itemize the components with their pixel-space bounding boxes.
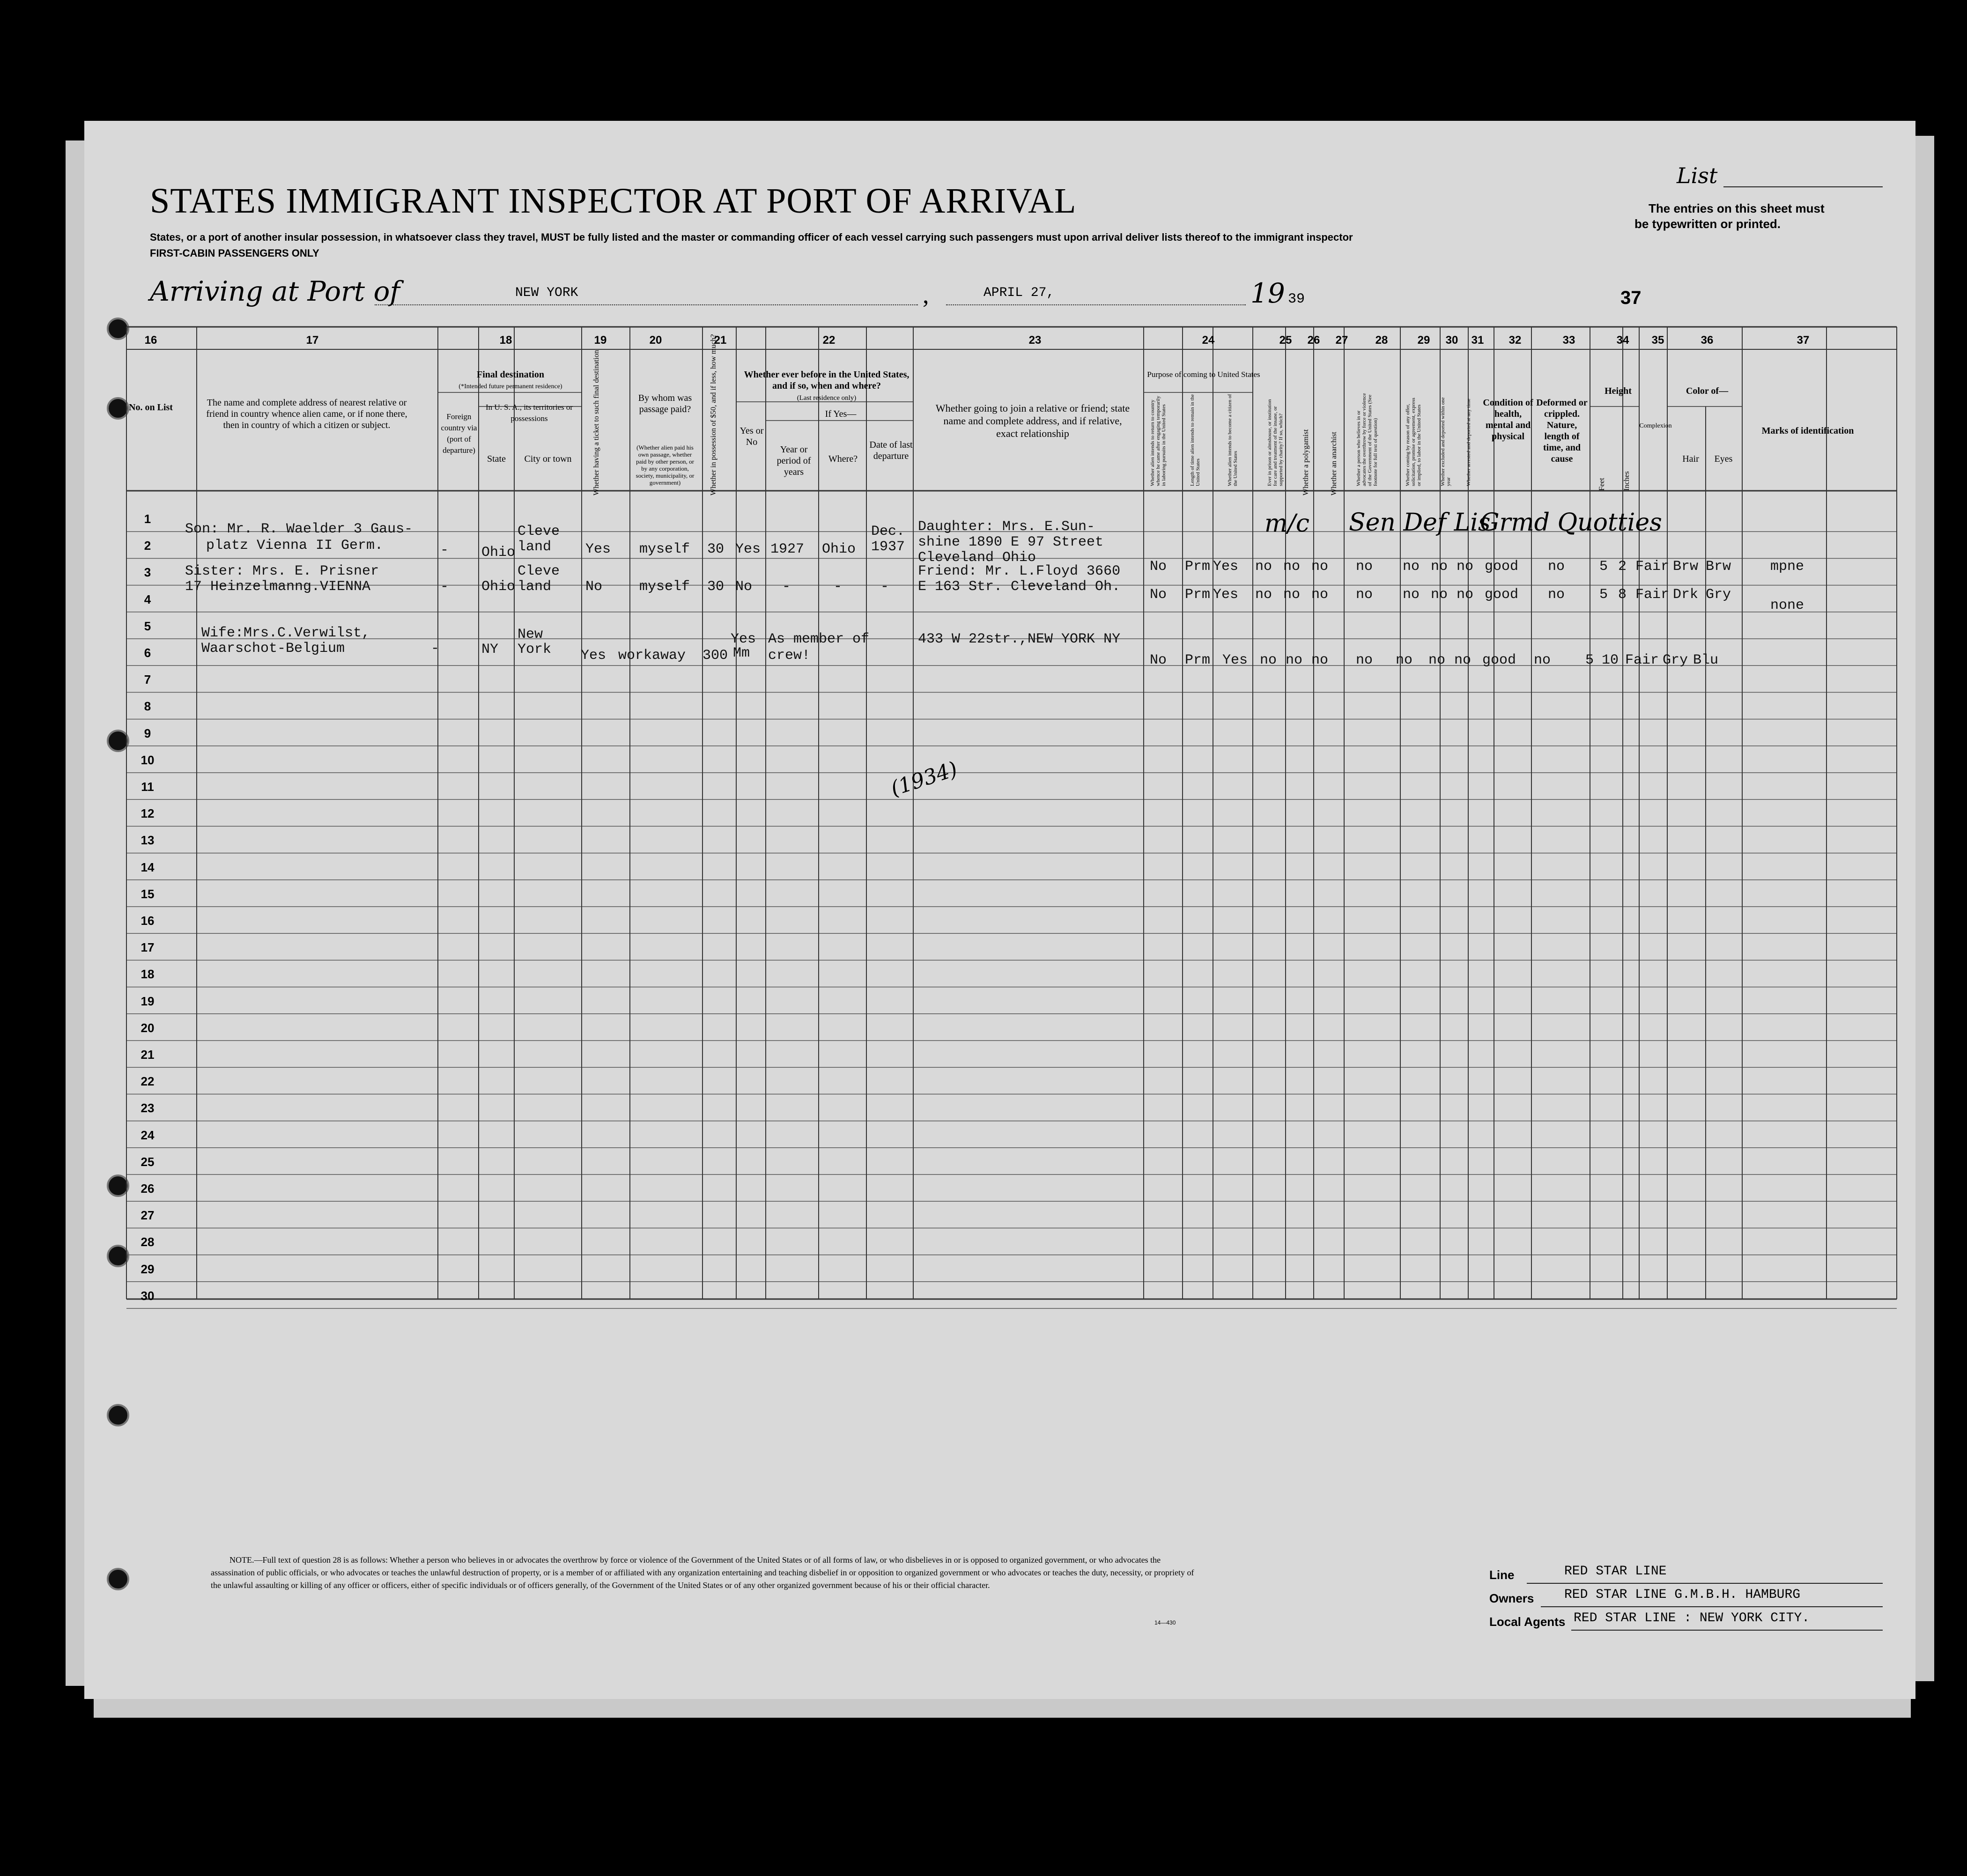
row2-citizen: Yes <box>1213 587 1239 603</box>
column-number: 19 <box>594 334 607 347</box>
row1-where: Ohio <box>822 541 856 557</box>
row1-deformed: no <box>1548 559 1565 575</box>
row2-length: Prm <box>1185 587 1211 603</box>
year-suffix: 39 <box>1288 291 1305 307</box>
row2-hair: Drk <box>1673 587 1699 603</box>
row4-q31: no <box>1454 652 1472 668</box>
row-number: 17 <box>140 940 155 955</box>
col-paid-by: By whom was passage paid? <box>638 393 692 414</box>
row1-polygamist: no <box>1283 559 1301 575</box>
row1-city: land <box>518 539 552 555</box>
row1-paid-by: myself <box>639 541 690 557</box>
entries-note-2: be typewritten or printed. <box>1634 217 1781 231</box>
row1-eyes: Brw <box>1706 559 1731 575</box>
entries-note-1: The entries on this sheet must <box>1649 201 1825 215</box>
row2-q30: no <box>1431 587 1448 603</box>
column-number: 23 <box>1028 334 1042 347</box>
col-deformed: Deformed or crippled. Nature, length of time, and cause <box>1536 398 1588 464</box>
row-number: 14 <box>140 860 155 874</box>
row-number: 30 <box>140 1288 155 1303</box>
port-of-arrival: NEW YORK <box>515 286 578 300</box>
row4-hair: Gry <box>1663 652 1688 668</box>
local-agents: RED STAR LINE : NEW YORK CITY. <box>1574 1611 1810 1625</box>
row2-health: good <box>1485 587 1519 603</box>
col-in-usa: In U. S. A., its territories or possessions <box>485 403 573 423</box>
row4-q30: no <box>1428 652 1446 668</box>
column-number: 21 <box>714 334 727 347</box>
owners-underline <box>1541 1606 1883 1607</box>
col-foreign-country: Foreign country via (port of departure) <box>441 412 477 455</box>
list-label: List <box>1677 163 1718 188</box>
column-number: 22 <box>822 334 836 347</box>
row4-return: No <box>1150 652 1167 668</box>
row2-eyes: Gry <box>1706 587 1731 603</box>
row1-return: No <box>1150 559 1167 575</box>
col-eyes: Eyes <box>1714 454 1733 464</box>
col-purpose-length: Length of time alien intends to remain in the United States <box>1190 394 1201 486</box>
row2-marks: none <box>1770 598 1804 613</box>
row4-year: As member of <box>768 631 870 647</box>
row4-relative-abroad: Waarschot-Belgium <box>201 641 345 657</box>
row-number: 15 <box>140 886 155 901</box>
col-q30: Whether excluded and deported within one year <box>1440 397 1451 486</box>
row-number: 2 <box>144 539 151 553</box>
row4-eyes: Blu <box>1693 652 1719 668</box>
row4-paid-by: workaway <box>618 648 686 664</box>
arrival-date: APRIL 27, <box>984 286 1055 300</box>
row4-length: Prm <box>1185 652 1211 668</box>
column-number: 20 <box>649 334 662 347</box>
row1-marks: mpne <box>1770 559 1804 575</box>
col-relative-abroad: The name and complete address of nearest relative or friend in country whence alien came, or if none there, then in country of which a citizen or subject. <box>206 398 407 430</box>
column-number: 16 <box>144 334 157 347</box>
row-number: 10 <box>140 753 155 767</box>
row2-money: 30 <box>707 579 725 595</box>
column-number: 24 <box>1202 334 1215 347</box>
row1-complexion: Fair <box>1635 559 1670 575</box>
row-number: 6 <box>144 646 151 660</box>
row4-q29: no <box>1396 652 1413 668</box>
row4-ever-before: Mm <box>733 645 750 661</box>
row2-relative-abroad: Sister: Mrs. E. Prisner <box>185 563 379 579</box>
form-code: 14—430 <box>1154 1619 1176 1626</box>
row2-inches: 8 <box>1618 587 1627 603</box>
col-color-of: Color of— <box>1686 386 1729 396</box>
col-money: Whether in possession of $50, and if less, how much? <box>710 334 717 495</box>
row-number: 23 <box>140 1101 155 1115</box>
row4-city: York <box>518 642 552 657</box>
row4-polygamist: no <box>1286 652 1303 668</box>
handwritten-annotation: Grmd Quotties <box>1480 509 1662 537</box>
row4-q28: no <box>1356 652 1373 668</box>
row4-prison: no <box>1260 652 1277 668</box>
line-underline <box>1527 1583 1883 1584</box>
column-number: 29 <box>1417 334 1430 347</box>
col-date-departure: Date of last departure <box>869 440 913 461</box>
col-no-on-list: No. on List <box>129 402 173 413</box>
handwritten-annotation: Sen Def Lis <box>1349 509 1491 537</box>
comma: , <box>923 281 929 309</box>
col-state: State <box>487 454 506 464</box>
column-number: 28 <box>1375 334 1388 347</box>
row-number: 26 <box>140 1182 155 1196</box>
row2-state: Ohio <box>481 579 516 595</box>
col-health: Condition of health, mental and physical <box>1483 398 1533 442</box>
col-purpose-citizen: Whether alien intends to become a citizen of the United States <box>1227 394 1238 486</box>
row2-city: land <box>518 579 552 595</box>
row1-relative-abroad: platz Vienna II Germ. <box>206 538 384 554</box>
row-number: 28 <box>140 1235 155 1249</box>
col-if-yes: If Yes— <box>825 409 857 419</box>
row-number: 24 <box>140 1128 155 1142</box>
agents-underline <box>1571 1630 1883 1631</box>
row4-health: good <box>1482 652 1516 668</box>
row4-ever-before: Yes <box>731 631 756 647</box>
row-number: 22 <box>140 1074 155 1089</box>
row4-anarchist: no <box>1311 652 1329 668</box>
handwritten-annotation: m/c <box>1264 510 1309 538</box>
row1-prison: no <box>1255 559 1272 575</box>
form-title: STATES IMMIGRANT INSPECTOR AT PORT OF ARRIVAL <box>150 181 1077 221</box>
row2-joining: Friend: Mr. L.Floyd 3660 <box>918 563 1121 579</box>
line-label: Line <box>1489 1568 1515 1582</box>
col-prison: Ever in prison or almshouse, or institution for care and treatment of the insane, or supported by charity? If so, which? <box>1267 399 1284 486</box>
col-ticket: Whether having a ticket to such final destination <box>592 350 600 495</box>
column-number: 27 <box>1335 334 1348 347</box>
col-purpose-return: Whether alien intends to return to country whence he came after engaging temporarily in laboring pursuits in the United States <box>1150 396 1167 486</box>
row-number: 18 <box>140 967 155 982</box>
column-number: 17 <box>306 334 319 347</box>
row2-foreign-country: - <box>440 579 449 595</box>
col-polygamist: Whether a polygamist <box>1302 429 1310 495</box>
col-q28: Whether a person who believes in or advocates the overthrow by force or violence of the Government of the United States (See footnote for full text of question) <box>1356 393 1378 486</box>
column-number: 37 <box>1797 334 1810 347</box>
row4-state: NY <box>481 642 499 657</box>
row-number: 4 <box>144 592 151 606</box>
row-number: 25 <box>140 1154 155 1169</box>
row1-departure: 1937 <box>871 539 905 555</box>
row2-city: Cleve <box>518 563 560 579</box>
row4-foreign-country: - <box>431 641 440 657</box>
row2-where: - <box>834 579 843 595</box>
row-number: 21 <box>140 1048 155 1062</box>
row-number: 16 <box>140 914 155 928</box>
form-subtitle: States, or a port of another insular possession, in whatsoever class they travel, MUST be fully listed and the master or commanding officer of each vessel carrying such passengers must upon arrival deliver lists thereof to the immigrant inspector <box>150 231 1353 243</box>
row4-ticket: Yes <box>581 648 606 664</box>
row4-relative-abroad: Wife:Mrs.C.Verwilst, <box>201 625 370 641</box>
row1-city: Cleve <box>518 524 560 539</box>
row-number: 1 <box>144 512 151 526</box>
col-paid-by-note: (Whether alien paid his own passage, whether paid by other person, or by any corporation, society, municipality, or government) <box>636 444 695 486</box>
col-final-destination: Final destination <box>477 369 544 380</box>
row2-prison: no <box>1255 587 1272 603</box>
row1-departure: Dec. <box>871 524 905 539</box>
document-sheet <box>84 121 1915 1699</box>
row1-joining: Cleveland Ohio <box>918 550 1036 566</box>
col-q29: Whether coming by reason of any offer, solicitation, promise or agreement, express or implied, to labor in the United States <box>1405 398 1422 486</box>
row1-length: Prm <box>1185 559 1211 575</box>
col-purpose: Purpose of coming to United States <box>1147 370 1260 379</box>
row2-q31: no <box>1457 587 1474 603</box>
row-number: 3 <box>144 565 151 580</box>
row2-ever-before: No <box>735 579 753 595</box>
row1-hair: Brw <box>1673 559 1699 575</box>
row1-relative-abroad: Son: Mr. R. Waelder 3 Gaus- <box>185 521 413 537</box>
col-ever-before-note: (Last residence only) <box>797 394 857 402</box>
owners: RED STAR LINE G.M.B.H. HAMBURG <box>1564 1588 1801 1602</box>
col-city: City or town <box>524 454 572 464</box>
row-number: 5 <box>144 619 151 633</box>
sheet-number: 37 <box>1620 288 1642 308</box>
row1-anarchist: no <box>1311 559 1329 575</box>
row1-q29: no <box>1403 559 1420 575</box>
row-number: 29 <box>140 1262 155 1276</box>
row4-deformed: no <box>1534 652 1551 668</box>
col-complexion: Complexion <box>1639 422 1672 429</box>
class-note: FIRST-CABIN PASSENGERS ONLY <box>150 247 319 259</box>
row1-q30: no <box>1431 559 1448 575</box>
row2-anarchist: no <box>1311 587 1329 603</box>
column-number: 31 <box>1471 334 1484 347</box>
table-grid <box>84 121 1915 1699</box>
column-number: 35 <box>1651 334 1664 347</box>
row2-feet: 5 <box>1599 587 1608 603</box>
column-number: 30 <box>1445 334 1458 347</box>
row4-city: New <box>518 627 543 643</box>
col-joining: Whether going to join a relative or friend; state name and complete address, and if relative, exact relationship <box>935 402 1130 439</box>
row2-deformed: no <box>1548 587 1565 603</box>
row2-joining: E 163 Str. Cleveland Oh. <box>918 579 1121 595</box>
row1-ever-before: Yes <box>735 541 761 557</box>
owners-label: Owners <box>1489 1591 1534 1605</box>
row2-polygamist: no <box>1283 587 1301 603</box>
row2-q28: no <box>1356 587 1373 603</box>
row4-complexion: Fair <box>1625 652 1659 668</box>
row-number: 11 <box>141 780 154 794</box>
row1-feet: 5 <box>1599 559 1608 575</box>
col-q31: Whether arrested and deported at any time <box>1466 399 1472 486</box>
col-inches: Inches <box>1623 471 1631 491</box>
row-number: 19 <box>140 994 155 1008</box>
column-number: 36 <box>1701 334 1714 347</box>
row2-ticket: No <box>585 579 603 595</box>
row1-q28: no <box>1356 559 1373 575</box>
row-number: 7 <box>144 672 151 687</box>
row-number: 12 <box>140 806 155 821</box>
row4-feet: 5 <box>1585 652 1594 668</box>
footnote-question-28: NOTE.—Full text of question 28 is as follows: Whether a person who believes in or advocates the overthrow by force or violence of the Government of the United States or of all forms of law, or who disbelieves in or is opposed to organized government, or who advocates the assassination of public officials, or who advocates or teaches the unlawful destruction of property, or is a member of or affiliated with any organization entertaining and teaching disbelief in or opposition to organized government or who advocates or teaches the duty, necessity, or propriety of the unlawful assaulting or killing of any officer or officers, either of specific individuals or of officers generally, of the Government of the United States or of any other organized government because of his or their official character. <box>211 1555 1194 1590</box>
row1-state: Ohio <box>481 545 516 561</box>
col-marks: Marks of identification <box>1761 426 1854 436</box>
row1-joining: shine 1890 E 97 Street <box>918 534 1104 550</box>
row1-health: good <box>1485 559 1519 575</box>
row1-citizen: Yes <box>1213 559 1239 575</box>
shipping-line: RED STAR LINE <box>1564 1564 1667 1579</box>
col-anarchist: Whether an anarchist <box>1330 432 1338 495</box>
local-agents-label: Local Agents <box>1489 1615 1566 1629</box>
row2-paid-by: myself <box>639 579 690 595</box>
row1-ticket: Yes <box>585 541 611 557</box>
column-number: 26 <box>1307 334 1320 347</box>
row2-departure: - <box>880 579 889 595</box>
row4-citizen: Yes <box>1222 652 1248 668</box>
column-number: 18 <box>499 334 512 347</box>
row4-money: 300 <box>702 648 728 664</box>
col-hair: Hair <box>1682 454 1699 464</box>
row1-foreign-country: - <box>440 542 449 558</box>
row-number: 20 <box>140 1020 155 1035</box>
row1-inches: 2 <box>1618 559 1627 575</box>
col-yes-or-no: Yes or No <box>739 426 764 447</box>
arriving-label: Arriving at Port of <box>150 275 400 307</box>
row2-relative-abroad: 17 Heinzelmanng.VIENNA <box>185 579 371 595</box>
row1-money: 30 <box>707 541 725 557</box>
row-number: 8 <box>144 699 151 714</box>
row4-joining: 433 W 22str.,NEW YORK NY <box>918 631 1121 647</box>
col-height: Height <box>1605 386 1632 396</box>
row2-year: - <box>782 579 791 595</box>
year-prefix: 19 <box>1250 277 1285 309</box>
handwritten-annotation: (1934) <box>887 757 961 801</box>
row2-complexion: Fair <box>1635 587 1670 603</box>
col-feet: Feet <box>1598 478 1606 491</box>
column-number: 33 <box>1562 334 1575 347</box>
column-number: 25 <box>1279 334 1292 347</box>
col-ever-before: Whether ever before in the United States, and if so, when and where? <box>744 369 910 391</box>
row2-q29: no <box>1403 587 1420 603</box>
column-number: 34 <box>1616 334 1629 347</box>
row1-year: 1927 <box>770 541 805 557</box>
row-number: 9 <box>144 726 151 740</box>
col-year-period: Year or period of years <box>776 444 811 477</box>
row1-q31: no <box>1457 559 1474 575</box>
row2-return: No <box>1150 587 1167 603</box>
row4-year: crew! <box>768 648 811 664</box>
column-number: 32 <box>1509 334 1522 347</box>
row4-inches: 10 <box>1602 652 1619 668</box>
row1-joining: Daughter: Mrs. E.Sun- <box>918 519 1095 535</box>
col-where: Where? <box>828 454 858 464</box>
row-number: 27 <box>140 1208 155 1223</box>
col-final-destination-note: (*Intended future permanent residence) <box>458 383 562 390</box>
row-number: 13 <box>140 833 155 848</box>
